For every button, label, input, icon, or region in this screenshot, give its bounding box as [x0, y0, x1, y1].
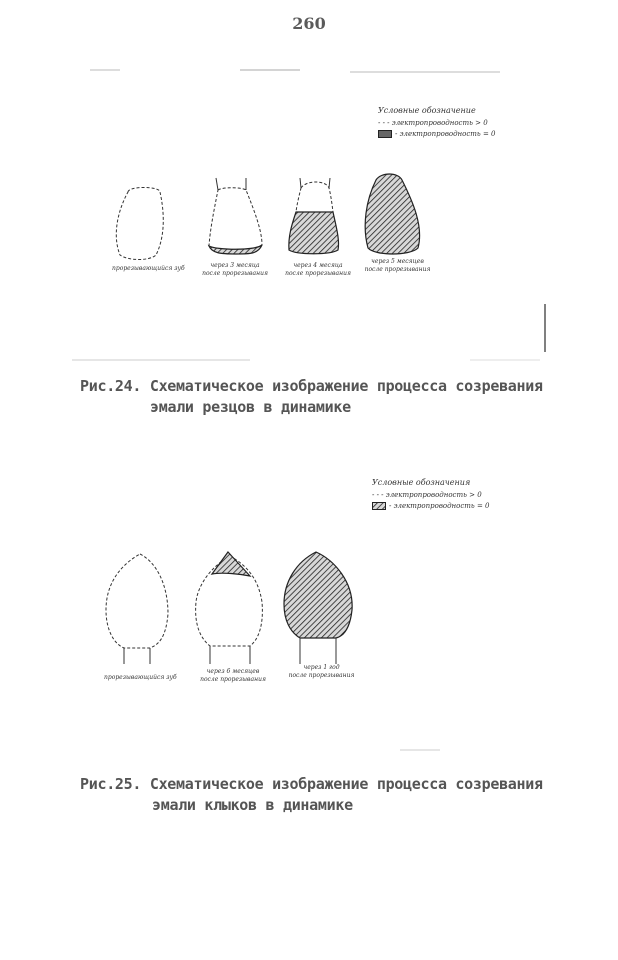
figure-25-caption-line-2: эмали клыков в динамике — [152, 796, 353, 814]
figure-25-label-2: через 6 месяцев после прорезывания — [200, 668, 266, 683]
figure-25-caption-line-1: Рис.25. Схематическое изображение процесса созревания — [80, 775, 543, 793]
canine-erupting-icon — [106, 554, 168, 664]
incisor-3-months-icon — [209, 178, 262, 254]
figure-25-rule — [0, 740, 618, 760]
legend-title: Условные обозначения — [372, 478, 471, 487]
figure-24-caption-line-1: Рис.24. Схематическое изображение процесса созревания — [80, 377, 543, 395]
legend-item-conductive-label: - - - электропроводность > 0 — [378, 119, 488, 127]
legend-item-conductive — [372, 491, 490, 499]
figure-24-rule — [0, 340, 618, 370]
figure-24-caption-line-2: эмали резцов в динамике — [150, 398, 351, 416]
incisor-5-months-icon — [365, 174, 419, 254]
figure-25-label-3: через 1 год после прорезывания — [288, 664, 355, 679]
canine-6-months-icon — [196, 552, 263, 664]
figure-24-label-3: через 4 месяца после прорезывания — [285, 262, 351, 277]
figure-24-label-2: через 3 месяца после прорезывания — [202, 262, 268, 277]
legend-item-nonconductive-label: - электропроводность = 0 — [395, 130, 496, 138]
incisor-erupting-icon — [116, 188, 163, 260]
legend-item-nonconductive-label: - электропроводность = 0 — [389, 502, 490, 510]
legend-title: Условные обозначение — [378, 106, 476, 115]
figure-25-drawings — [0, 540, 618, 675]
figure-24-drawings — [0, 170, 618, 270]
incisor-4-months-icon — [289, 178, 339, 254]
legend-item-nonconductive — [378, 130, 496, 138]
hatched-swatch-icon — [378, 130, 392, 138]
canine-1-year-icon — [284, 552, 352, 664]
legend-item-nonconductive — [372, 502, 490, 510]
figure-25-legend — [372, 478, 490, 510]
legend-item-conductive — [378, 119, 496, 127]
figure-24-label-1: прорезывающийся зуб — [112, 265, 185, 272]
header-rules — [0, 0, 618, 100]
page-number: 260 — [292, 14, 326, 33]
figure-24-legend — [378, 106, 496, 138]
legend-item-conductive-label: - - - электропроводность > 0 — [372, 491, 482, 499]
figure-24-label-4: через 5 месяцев после прорезывания — [364, 258, 431, 273]
hatched-swatch-icon — [372, 502, 386, 510]
figure-25-label-1: прорезывающийся зуб — [104, 674, 177, 681]
